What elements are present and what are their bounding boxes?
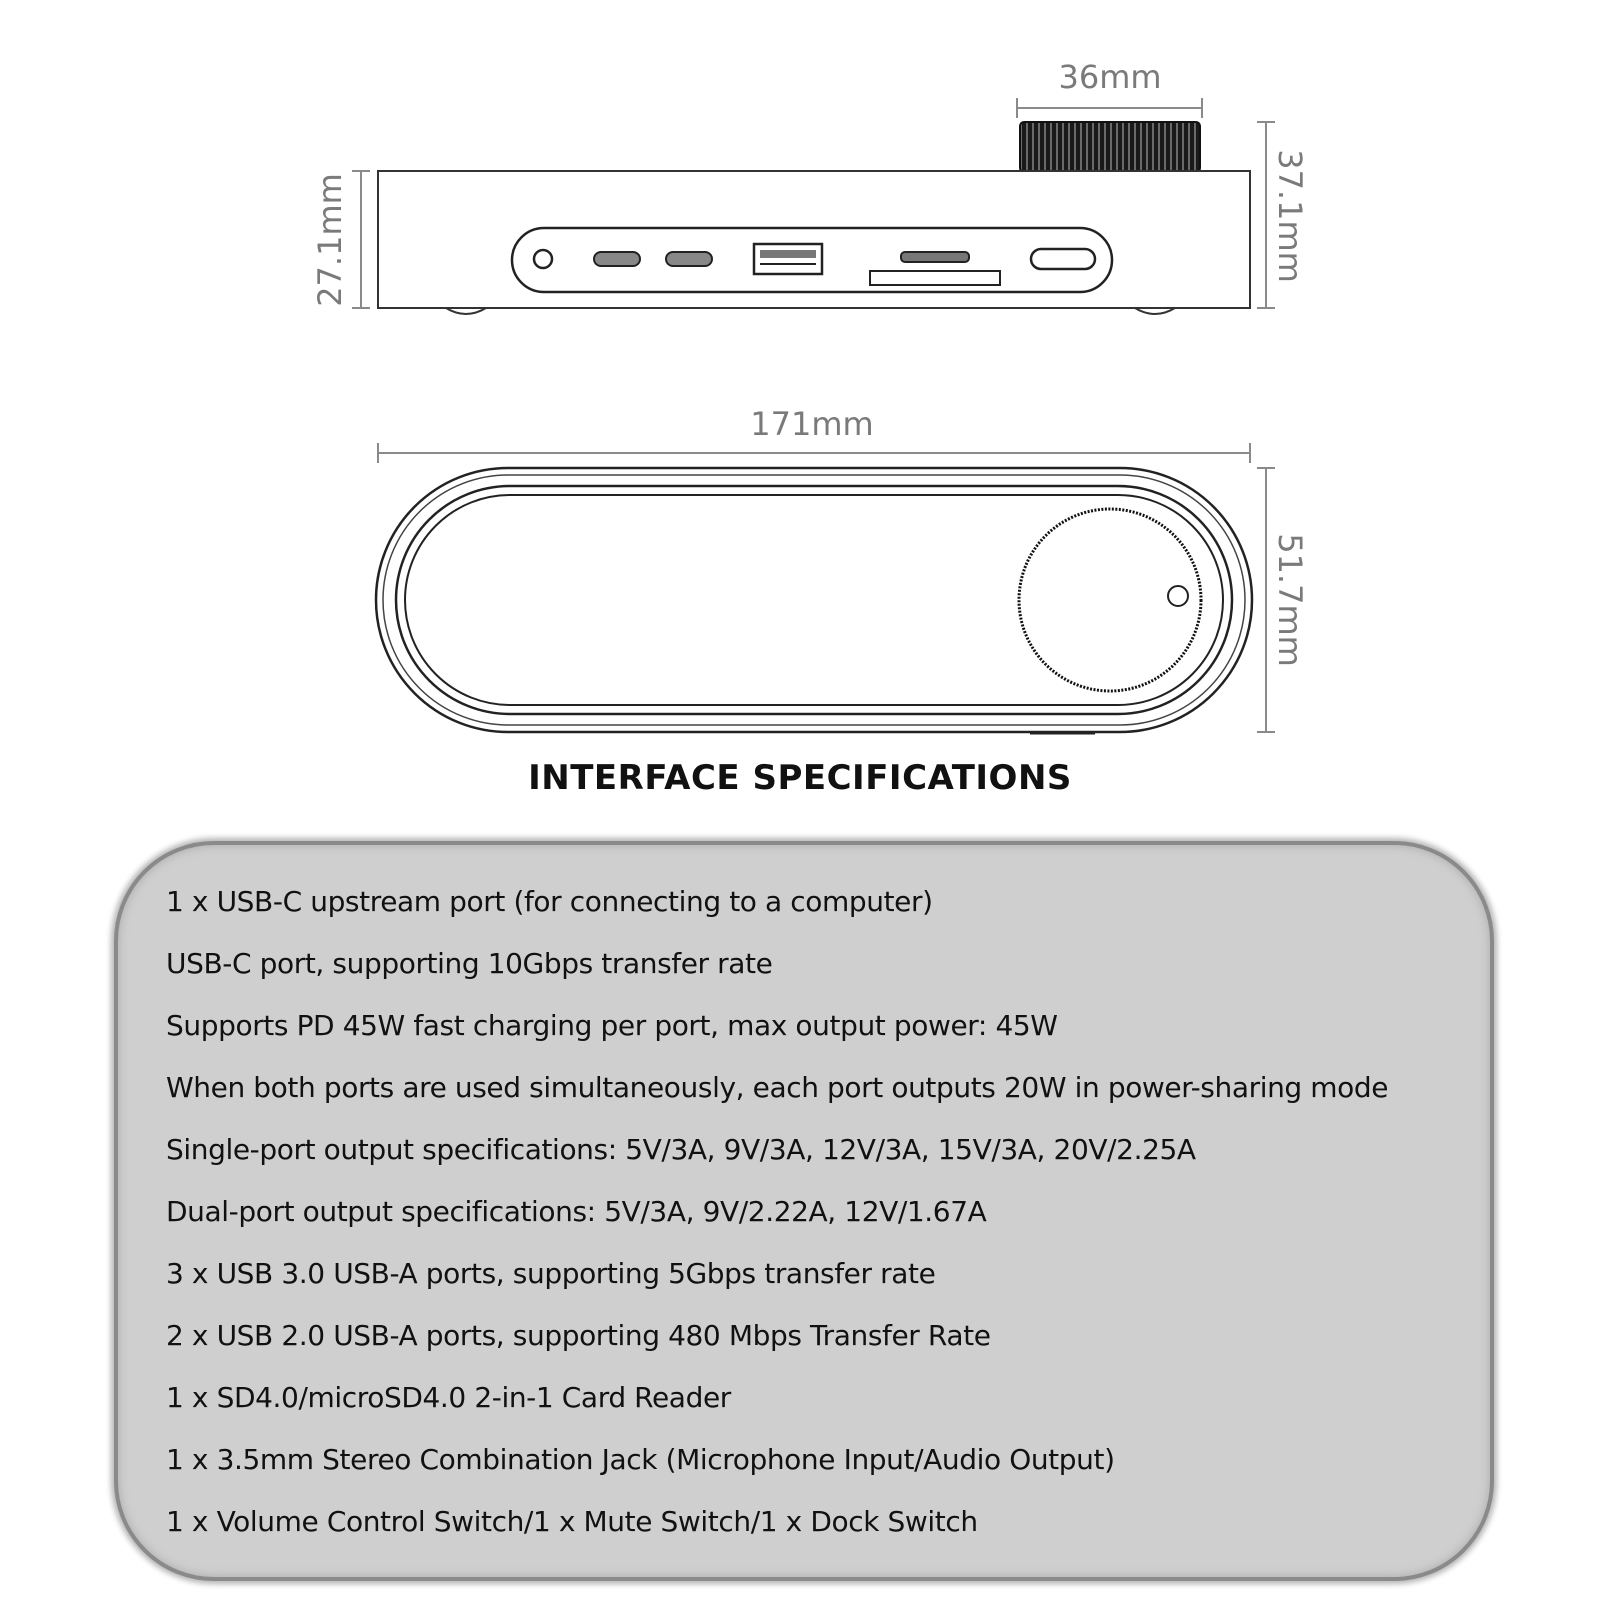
spec-item: Dual-port output specifications: 5V/3A, 9V/2.22A, 12V/1.67A xyxy=(166,1195,987,1228)
spec-item: Single-port output specifications: 5V/3A, 9V/3A, 12V/3A, 15V/3A, 20V/2.25A xyxy=(166,1133,1196,1166)
usb-c-port-2 xyxy=(666,252,712,266)
spec-item: USB-C port, supporting 10Gbps transfer rate xyxy=(166,947,773,980)
knob-width-label: 36mm xyxy=(1058,58,1162,96)
interface-specifications-heading: INTERFACE SPECIFICATIONS xyxy=(528,758,1072,798)
specifications-list xyxy=(166,871,1388,1553)
spec-item: 1 x USB-C upstream port (for connecting to a computer) xyxy=(166,885,933,918)
spec-item: 1 x SD4.0/microSD4.0 2-in-1 Card Reader xyxy=(166,1381,731,1414)
microsd-slot xyxy=(901,252,969,262)
specifications-panel xyxy=(114,841,1494,1581)
knob-width-dimension xyxy=(1017,98,1202,118)
product-dimension-drawing xyxy=(0,0,1600,760)
usb-c-upstream-port xyxy=(1031,249,1095,269)
front-view xyxy=(311,58,1309,314)
sd-card-slot xyxy=(870,271,1000,285)
spec-item: 3 x USB 3.0 USB-A ports, supporting 5Gbps transfer rate xyxy=(166,1257,936,1290)
length-dimension xyxy=(378,443,1250,463)
body-height-label: 27.1mm xyxy=(311,173,349,307)
usb-a-port xyxy=(754,244,822,274)
total-height-label: 37.1mm xyxy=(1271,149,1309,283)
depth-label: 51.7mm xyxy=(1271,533,1309,667)
audio-jack-port xyxy=(534,250,552,268)
spec-item: Supports PD 45W fast charging per port, max output power: 45W xyxy=(166,1009,1058,1042)
spec-item: 1 x Volume Control Switch/1 x Mute Switch/1 x Dock Switch xyxy=(166,1505,978,1538)
volume-knob xyxy=(1020,122,1200,172)
top-view xyxy=(376,405,1309,733)
spec-item: 1 x 3.5mm Stereo Combination Jack (Microphone Input/Audio Output) xyxy=(166,1443,1115,1476)
body-height-dimension xyxy=(352,171,370,308)
usb-c-port-1 xyxy=(594,252,640,266)
length-label: 171mm xyxy=(750,405,874,443)
spec-item: 2 x USB 2.0 USB-A ports, supporting 480 Mbps Transfer Rate xyxy=(166,1319,991,1352)
spec-item: When both ports are used simultaneously, each port outputs 20W in power-sharing mode xyxy=(166,1071,1389,1104)
knob-indicator-dot xyxy=(1168,586,1188,606)
